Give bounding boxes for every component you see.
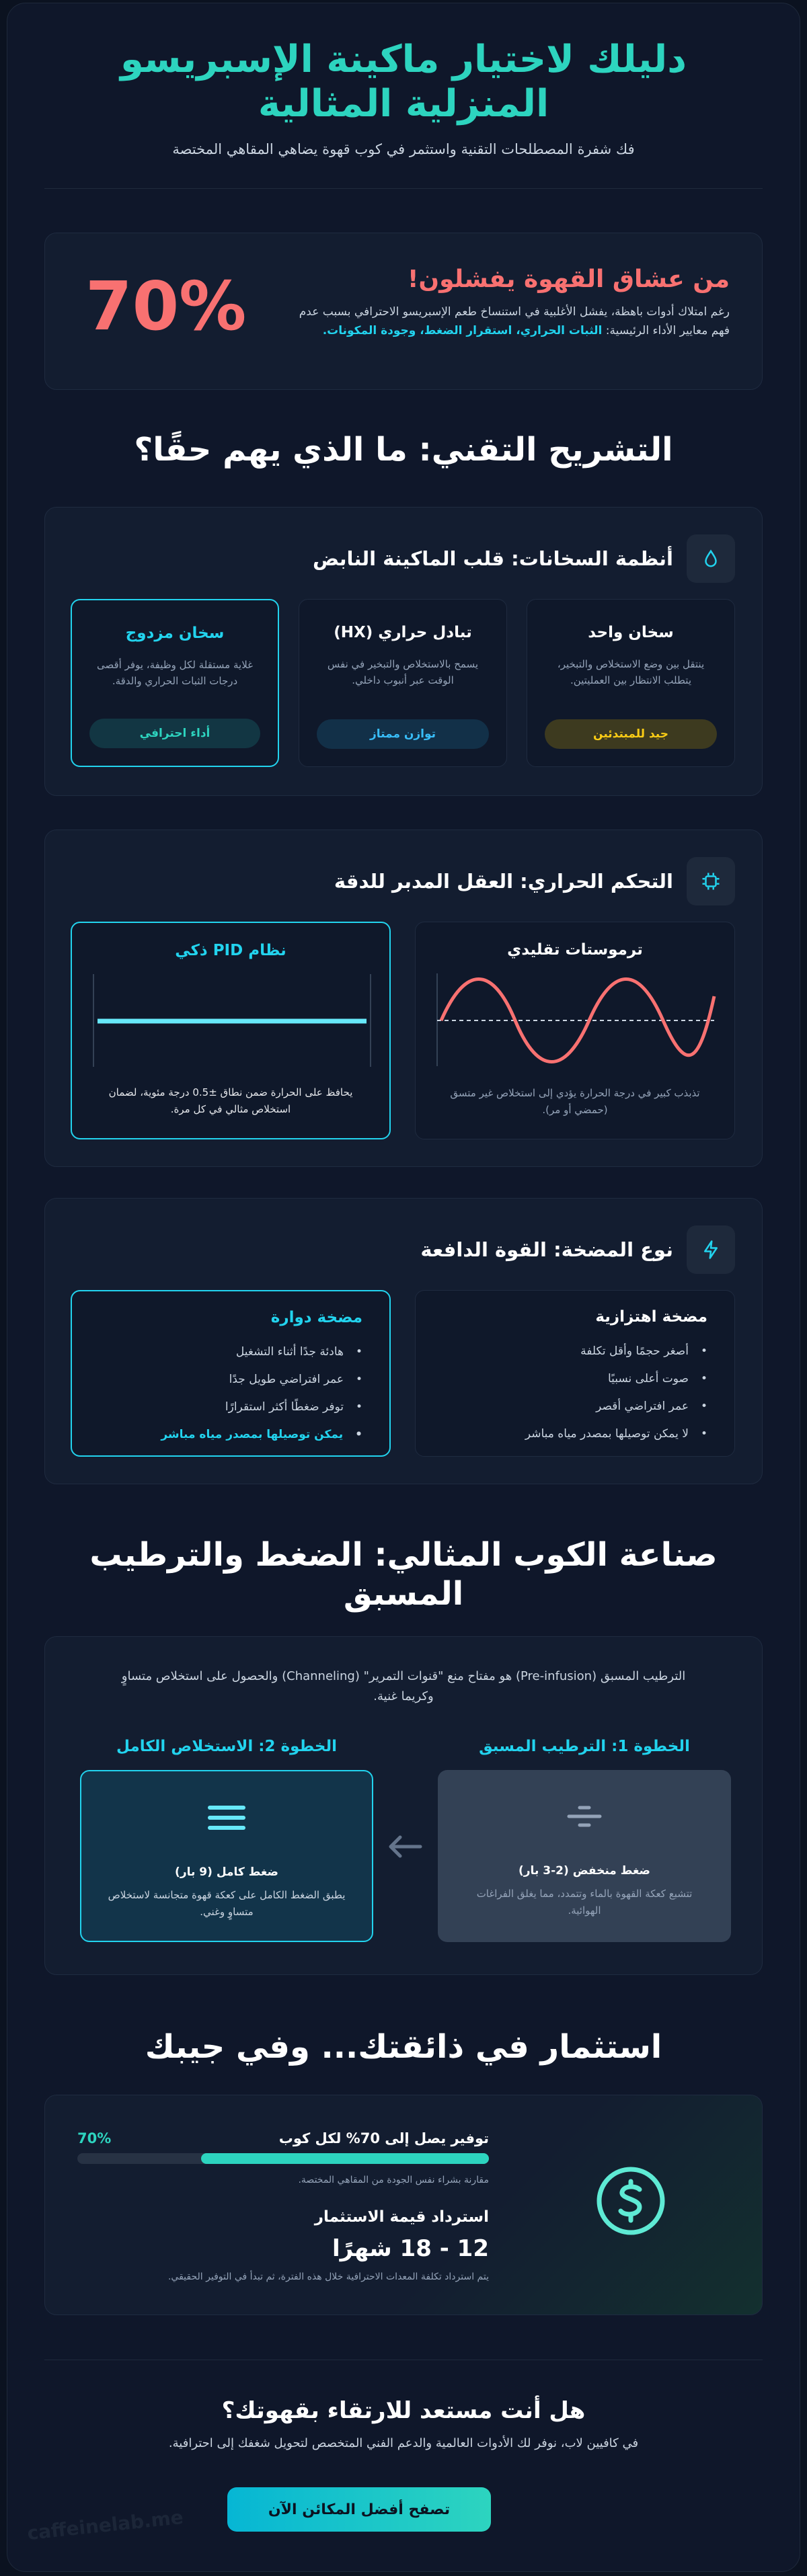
saving-note: مقارنة بشراء نفس الجودة من المقاهي المختصة. — [298, 2175, 489, 2185]
section-title-invest: استثمار في ذائقتك... وفي جيبك — [145, 2028, 662, 2066]
pid-option[interactable] — [71, 922, 391, 1139]
boilers-title: أنظمة السخانات: قلب الماكينة النابض — [313, 547, 673, 570]
option-desc: غلاية مستقلة لكل وظيفة، يوفر أقصى درجات الثبات الحراري والدقة. — [96, 659, 253, 687]
feature-list — [443, 1338, 707, 1448]
step-desc: تتشبع كعكة القهوة بالماء وتتمدد، مما يغلق الفراغات الهوائية. — [476, 1888, 693, 1917]
section-title-tech: التشريح التقني: ما الذي يهم حقًا؟ — [134, 431, 673, 469]
list-item: • عمر افتراضي أقصر — [443, 1393, 707, 1420]
saving-title: توفير يصل إلى 70% لكل كوب — [278, 2130, 489, 2146]
payback-title: استرداد قيمة الاستثمار — [314, 2208, 489, 2226]
chip-icon — [687, 857, 735, 905]
option-name: مضخة اهتزازية — [595, 1308, 707, 1326]
step1-card — [438, 1770, 731, 1942]
pumps-card — [44, 1198, 763, 1484]
watermark: caffeinelab.me — [26, 2505, 185, 2545]
option-desc: تذبذب كبير في درجة الحرارة يؤدي إلى استخلاص غير متسق (حمضي أو مر). — [450, 1087, 700, 1116]
boiler-option-single[interactable] — [527, 599, 735, 767]
pid-line-graphic — [88, 970, 376, 1071]
step1-label: الخطوة 1: الترطيب المسبق — [479, 1738, 690, 1755]
stat-description: رغم امتلاك أدوات باهظة، يفشل الأغلبية في استنساخ طعم الإسبريسو الاحترافي بسبب عدم فهم معايير الأداء الرئيسية: الثبات الحراري، استقرار الضغط، وجودة المكونات. — [299, 305, 730, 337]
cta-description: في كافيين لاب، نوفر لك الأدوات العالمية والدعم الفني المتخصص لتحويل شغفك إلى احترافية. — [168, 2436, 639, 2450]
list-item: • توفر ضغطًا أكثر استقرارًا — [99, 1394, 362, 1421]
step-title: ضغط كامل (9 بار) — [175, 1865, 278, 1879]
saving-progress-fill — [201, 2153, 489, 2164]
water-drop-icon — [687, 534, 735, 583]
list-item: • يمكن توصيلها بمصدر مياه مباشر — [99, 1421, 362, 1449]
stat-card — [44, 233, 763, 390]
stat-value: 70% — [85, 267, 247, 346]
option-name: مضخة دوارة — [270, 1309, 362, 1326]
step2-label: الخطوة 2: الاستخلاص الكامل — [116, 1738, 338, 1755]
boilers-card — [44, 507, 763, 796]
boiler-option-dual[interactable] — [71, 599, 279, 767]
list-item: • لا يمكن توصيلها بمصدر مياه مباشر — [443, 1420, 707, 1448]
feature-list — [99, 1338, 362, 1449]
section-title-cup: صناعة الكوب المثالي: الضغط والترطيب المسبق — [89, 1536, 718, 1613]
option-name: نظام PID ذكي — [175, 942, 286, 959]
list-item: • أصغر حجمًا وأقل تكلفة — [443, 1338, 707, 1365]
boiler-option-hx[interactable] — [299, 599, 507, 767]
thermostat-option[interactable] — [415, 922, 735, 1139]
option-badge: جيد للمبتدئين — [545, 719, 717, 749]
hero-subtitle: فك شفرة المصطلحات التقنية واستثمر في كوب قهوة يضاهي المقاهي المختصة — [172, 141, 635, 157]
step-desc: يطبق الضغط الكامل على كعكة قهوة متجانسة لاستخلاص متساوٍ وغني. — [108, 1889, 346, 1918]
thermal-card — [44, 830, 763, 1167]
cta-title: هل أنت مستعد للارتقاء بقهوتك؟ — [221, 2397, 586, 2424]
option-badge: توازن ممتاز — [317, 719, 489, 749]
browse-machines-button[interactable]: تصفح أفضل المكائن الآن — [227, 2487, 491, 2532]
saving-value: 70% — [77, 2130, 112, 2146]
full-pressure-icon — [81, 1801, 372, 1835]
option-name: سخان واحد — [588, 624, 674, 641]
hero-title: دليلك لاختيار ماكينة الإسبريسو المنزلية المثالية — [120, 38, 687, 126]
option-desc: يسمح بالاستخلاص والتبخير في نفس الوقت عبر أنبوب داخلي. — [327, 658, 479, 686]
hero — [44, 38, 763, 157]
pump-option-rotary[interactable] — [71, 1290, 391, 1457]
low-pressure-icon — [438, 1800, 731, 1833]
lightning-icon — [687, 1225, 735, 1274]
stat-title: من عشاق القهوة يفشلون! — [407, 266, 730, 293]
thermostat-wave-graphic — [432, 969, 720, 1070]
option-name: سخان مزدوج — [125, 625, 225, 642]
option-desc: يحافظ على الحرارة ضمن نطاق ±0.5 درجة مئوية، لضمان استخلاص مثالي في كل مرة. — [108, 1086, 353, 1115]
payback-value: 12 - 18 شهرًا — [332, 2235, 489, 2262]
pumps-title: نوع المضخة: القوة الدافعة — [420, 1238, 673, 1261]
list-item: • صوت أعلى نسبيًا — [443, 1365, 707, 1393]
saving-progress-bar — [77, 2153, 489, 2164]
invest-card — [44, 2095, 763, 2315]
pump-option-vibratory[interactable] — [415, 1290, 735, 1457]
step2-card — [80, 1770, 373, 1942]
list-item: • هادئة جدًا أثناء التشغيل — [99, 1338, 362, 1366]
list-item: • عمر افتراضي طويل جدًا — [99, 1366, 362, 1394]
infusion-intro: الترطيب المسبق (Pre-infusion) هو مفتاح منع "قنوات التمرير" (Channeling) والحصول على استخلاص متساوٍ وكريما غنية. — [121, 1669, 686, 1703]
dollar-icon — [594, 2164, 668, 2238]
infusion-card — [44, 1636, 763, 1975]
option-name: ترموستات تقليدي — [507, 941, 643, 959]
thermal-title: التحكم الحراري: العقل المدبر للدقة — [334, 870, 673, 893]
arrow-icon — [385, 1833, 426, 1863]
step-title: ضغط منخفض (2-3 بار) — [518, 1864, 650, 1878]
option-name: تبادل حراري (HX) — [334, 624, 472, 641]
option-badge: أداء احترافي — [89, 719, 260, 748]
divider — [44, 188, 763, 189]
payback-note: يتم استرداد تكلفة المعدات الاحترافية خلال هذه الفترة، ثم تبدأ في التوفير الحقيقي. — [167, 2271, 489, 2282]
option-desc: ينتقل بين وضع الاستخلاص والتبخير، يتطلب الانتظار بين العمليتين. — [557, 658, 705, 686]
